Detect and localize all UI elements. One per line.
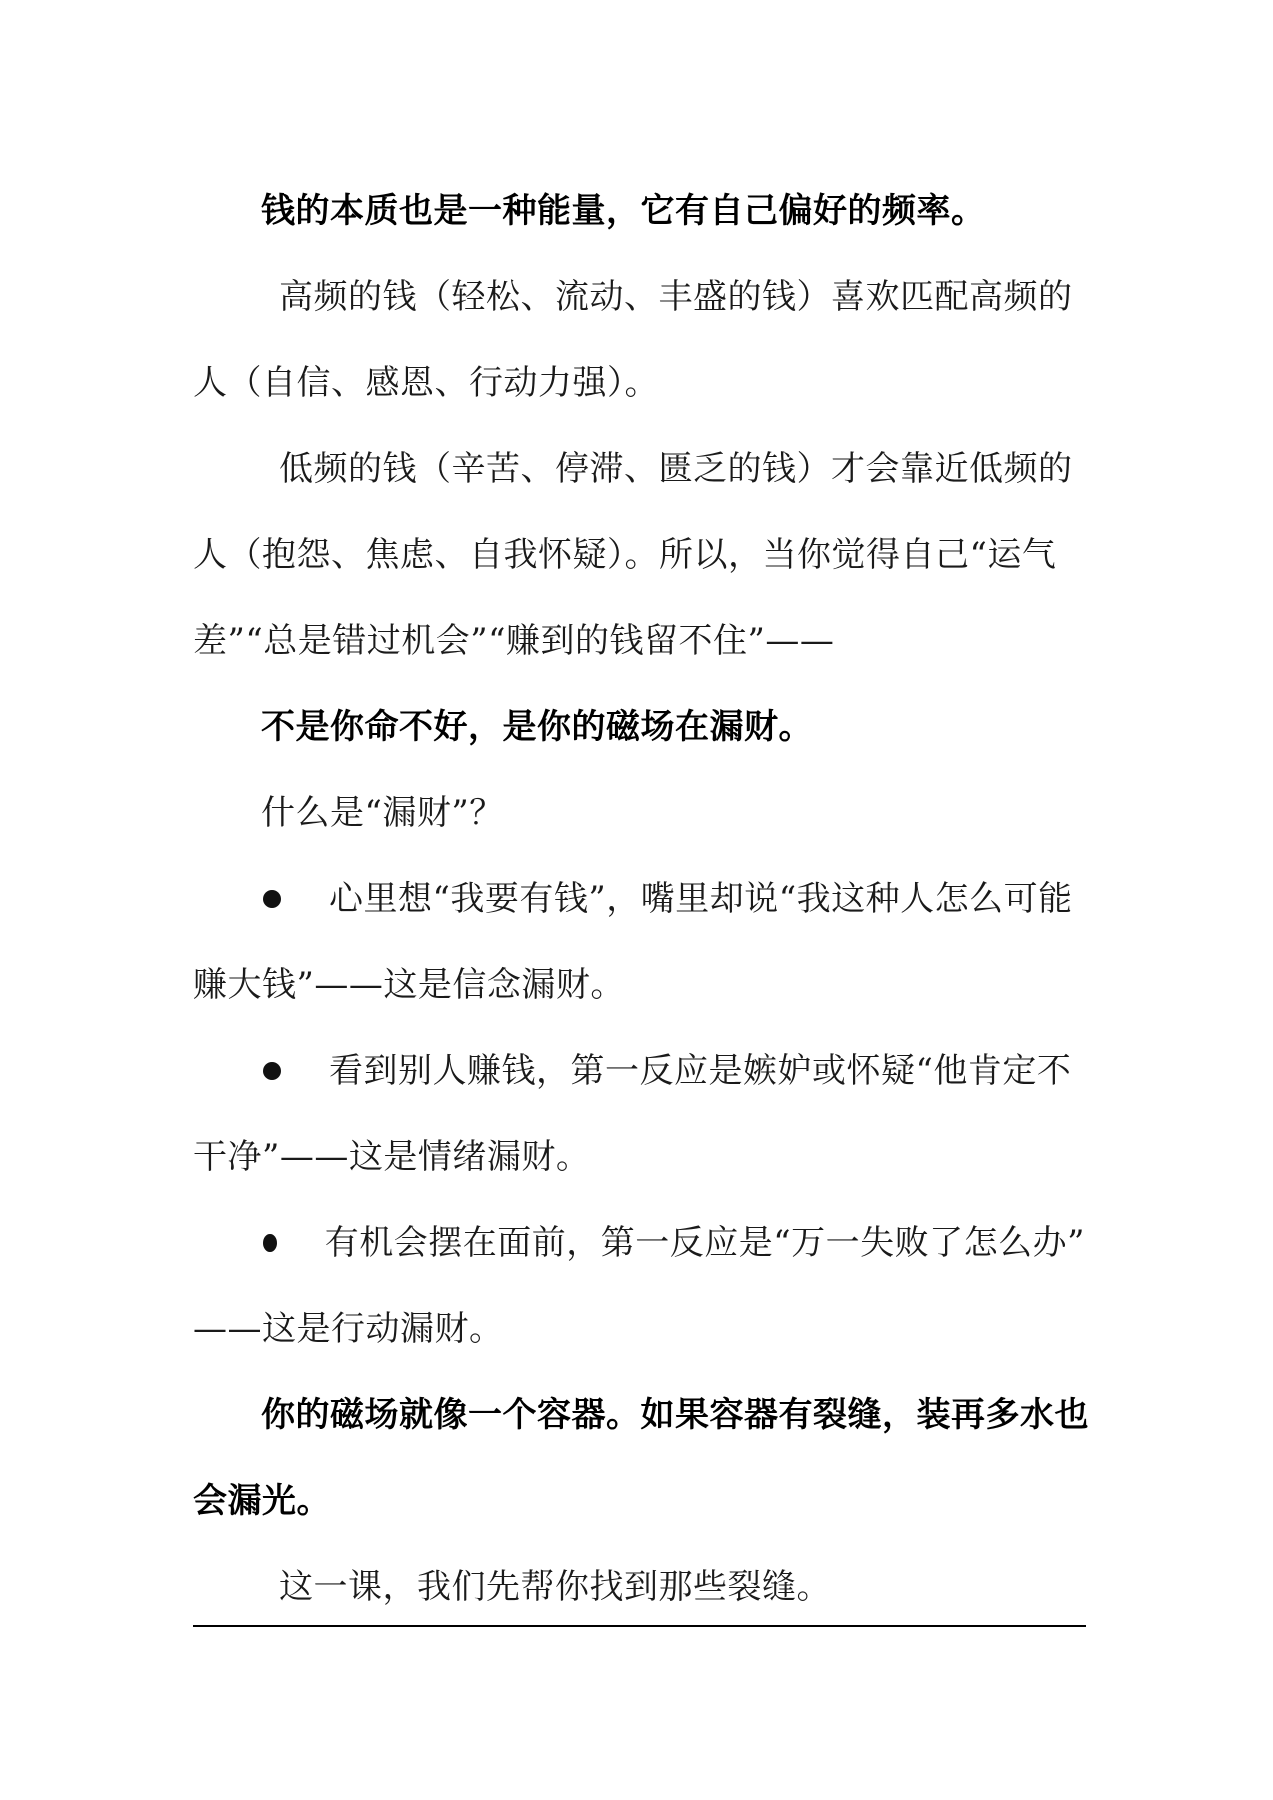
- paragraph-what-is-leak: 什么是“漏财”？: [261, 793, 504, 833]
- paragraph-heading-energy: 钱的本质也是一种能量，它有自己偏好的频率。: [261, 191, 986, 231]
- paragraph-lesson-intro: 这一课，我们先帮你找到那些裂缝。: [279, 1567, 831, 1607]
- bullet-dot-icon: [263, 1234, 277, 1252]
- paragraph-low-frequency-line-2: 人（抱怨、焦虑、自我怀疑）。所以，当你觉得自己“运气: [193, 535, 1057, 575]
- paragraph-container-line-1: 你的磁场就像一个容器。如果容器有裂缝，装再多水也: [261, 1395, 1089, 1435]
- document-body: [193, 168, 1089, 1630]
- paragraph-magnetic-field-leak: 不是你命不好，是你的磁场在漏财。: [261, 707, 813, 747]
- paragraph-low-frequency-line-1: 低频的钱（辛苦、停滞、匮乏的钱）才会靠近低频的: [279, 449, 1073, 489]
- paragraph-high-frequency-line-1: 高频的钱（轻松、流动、丰盛的钱）喜欢匹配高频的: [279, 277, 1073, 317]
- bullet-dot-icon: [263, 1062, 281, 1080]
- bullet-item-emotion: [193, 1028, 1085, 1114]
- bullet-item-action-text: 有机会摆在面前，第一反应是“万一失败了怎么办”: [324, 1223, 1085, 1263]
- bullet-item-belief: [193, 856, 1085, 942]
- paragraph-high-frequency-line-2: 人（自信、感恩、行动力强）。: [193, 363, 659, 403]
- bullet-item-action: [193, 1200, 1085, 1286]
- bullet-dot-icon: [263, 890, 281, 908]
- bullet-item-belief-continued: 赚大钱”——这是信念漏财。: [193, 965, 625, 1005]
- bullet-item-emotion-text: 看到别人赚钱，第一反应是嫉妒或怀疑“他肯定不: [329, 1051, 1072, 1091]
- horizontal-divider: [193, 1625, 1086, 1627]
- bullet-item-action-continued: ——这是行动漏财。: [193, 1309, 504, 1349]
- bullet-item-emotion-continued: 干净”——这是情绪漏财。: [193, 1137, 591, 1177]
- paragraph-container-line-2: 会漏光。: [193, 1481, 331, 1521]
- paragraph-low-frequency-line-3: 差”“总是错过机会”“赚到的钱留不住”——: [193, 621, 835, 661]
- bullet-item-belief-text: 心里想“我要有钱”，嘴里却说“我这种人怎么可能: [329, 879, 1073, 919]
